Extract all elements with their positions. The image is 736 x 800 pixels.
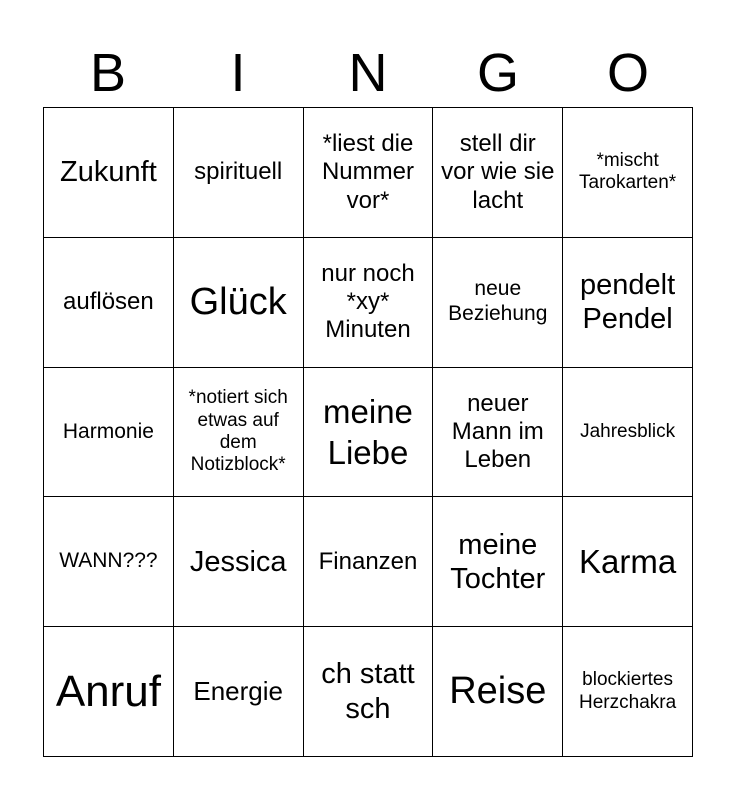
bingo-cell[interactable] [174, 368, 304, 498]
cell-text: Energie [193, 676, 283, 707]
cell-text: Anruf [55, 666, 161, 716]
bingo-cell[interactable] [304, 627, 434, 757]
cell-text: Reise [449, 670, 547, 713]
bingo-cell[interactable] [433, 497, 563, 627]
bingo-cell[interactable] [304, 368, 434, 498]
header-letter-b: B [89, 43, 127, 103]
cell-text: spirituell [194, 158, 283, 186]
cell-text: Zukunft [60, 156, 157, 189]
bingo-board [43, 107, 693, 757]
cell-text: pendelt Pendel [580, 268, 676, 336]
cell-text: nur noch *xy* Minuten [321, 259, 415, 344]
header-letter-n: N [348, 43, 388, 103]
bingo-cell[interactable] [44, 108, 174, 238]
bingo-cell[interactable] [563, 497, 693, 627]
bingo-cell[interactable] [433, 627, 563, 757]
bingo-cell[interactable] [44, 497, 174, 627]
cell-text: Finanzen [318, 547, 418, 575]
bingo-cell[interactable] [433, 368, 563, 498]
bingo-cell[interactable] [563, 108, 693, 238]
bingo-header [43, 40, 693, 106]
bingo-cell[interactable] [44, 627, 174, 757]
header-letter-o: O [606, 43, 649, 103]
cell-text: Jahresblick [580, 420, 676, 442]
cell-text: Jessica [189, 545, 287, 578]
cell-text: meine Tochter [450, 528, 546, 595]
header-letter-g: G [476, 43, 519, 103]
bingo-cell[interactable] [174, 238, 304, 368]
bingo-cell[interactable] [44, 368, 174, 498]
cell-text: *notiert sich etwas auf dem Notizblock* [188, 387, 288, 476]
header-letter-i: I [230, 43, 246, 103]
bingo-cell[interactable] [433, 238, 563, 368]
cell-text: meine Liebe [323, 392, 413, 471]
bingo-cell[interactable] [174, 497, 304, 627]
cell-text: Karma [578, 543, 677, 581]
cell-text: WANN??? [59, 549, 158, 573]
cell-text: *liest die Nummer vor* [321, 129, 414, 214]
cell-text: *mischt Tarokarten* [579, 149, 677, 194]
bingo-cell[interactable] [174, 627, 304, 757]
cell-text: ch statt sch [321, 658, 415, 725]
cell-text: blockiertes Herzchakra [579, 669, 677, 713]
bingo-cell[interactable] [563, 238, 693, 368]
bingo-cell[interactable] [174, 108, 304, 238]
bingo-cell[interactable] [44, 238, 174, 368]
cell-text: Harmonie [62, 419, 154, 443]
bingo-cell[interactable] [304, 108, 434, 238]
cell-text: auflösen [63, 288, 154, 316]
bingo-cell[interactable] [433, 108, 563, 238]
cell-text: neuer Mann im Leben [451, 389, 544, 474]
cell-text: stell dir vor wie sie lacht [441, 129, 555, 214]
bingo-cell[interactable] [304, 497, 434, 627]
bingo-cell[interactable] [563, 368, 693, 498]
cell-text: neue Beziehung [448, 277, 548, 326]
cell-text: Glück [189, 280, 287, 323]
bingo-cell[interactable] [304, 238, 434, 368]
bingo-cell[interactable] [563, 627, 693, 757]
